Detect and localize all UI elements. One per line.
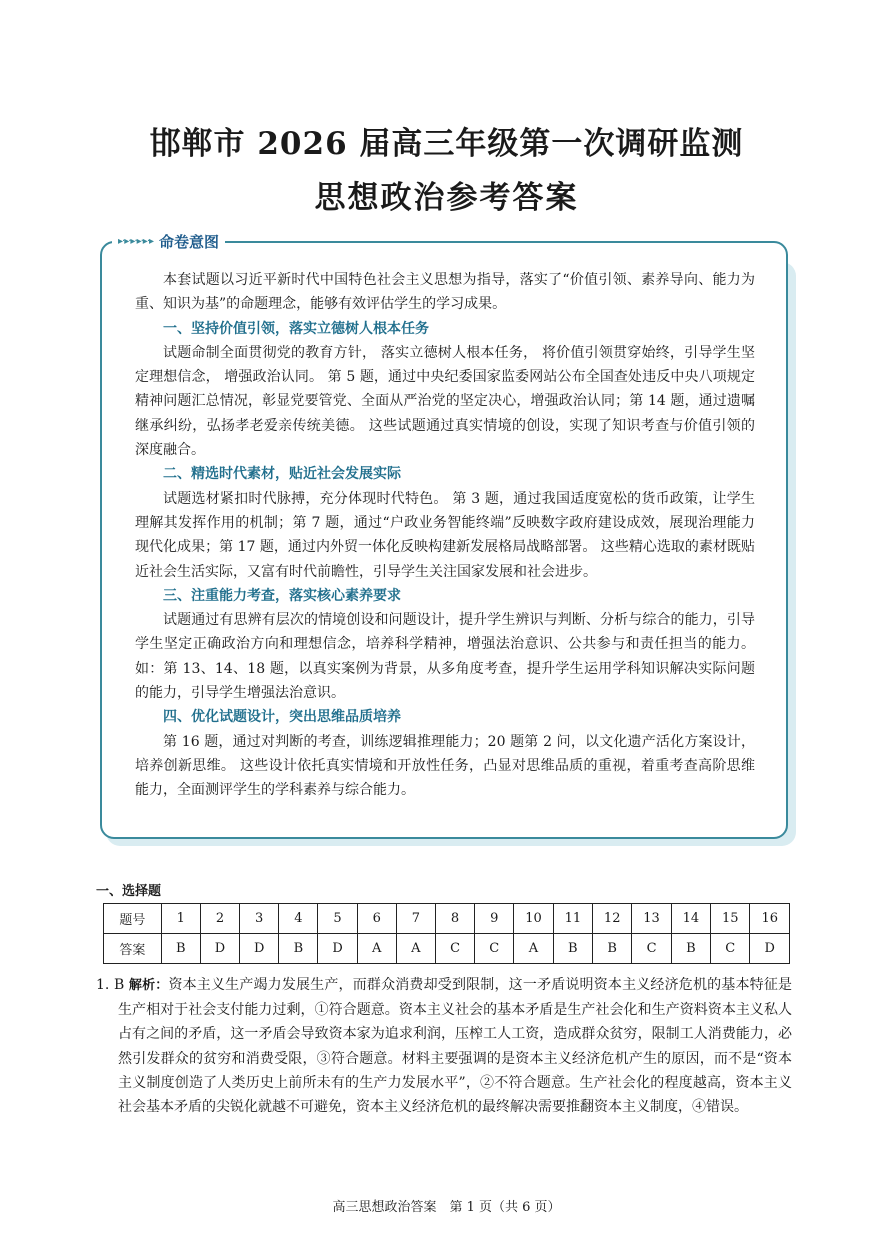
answer-cell: B xyxy=(161,934,200,964)
intent-heading: 四、优化试题设计，突出思维品质培养 xyxy=(163,709,401,726)
intent-heading: 一、坚持价值引领，落实立德树人根本任务 xyxy=(163,320,429,337)
question-number-cell: 2 xyxy=(200,904,239,934)
answer-cell: D xyxy=(200,934,239,964)
explanation-item xyxy=(96,973,792,1119)
answer-cell: D xyxy=(318,934,357,964)
question-number-cell: 12 xyxy=(593,904,632,934)
answer-cell: D xyxy=(240,934,279,964)
question-number-cell: 3 xyxy=(240,904,279,934)
question-number-cell: 13 xyxy=(632,904,671,934)
answer-cell: B xyxy=(553,934,592,964)
question-number-cell: 6 xyxy=(357,904,396,934)
question-number-cell: 16 xyxy=(750,904,790,934)
explanation-text: 资本主义生产竭力发展生产，而群众消费却受到限制，这一矛盾说明资本主义经济危机的基本特征是生产相对于社会支付能力过剩，①符合题意。资本主义社会的基本矛盾是生产社会化和生产资料资本主义私人占有之间的矛盾，这一矛盾会导致资本家为追求利润，压榨工人工资，造成群众贫穷，限制工人消费能力，必然引发群众的贫穷和消费受限，③符合题意。材料主要强调的是资本主义经济危机产生的原因，而不是“资本主义制度创造了人类历史上前所未有的生产力发展水平”，②不符合题意。生产社会化的程度越高，资本主义社会基本矛盾的尖锐化就越不可避免，资本主义经济危机的最终解决需要推翻资本主义制度，④错误。 xyxy=(118,977,792,1116)
document-title: 邯郸市 2026 届高三年级第一次调研监测 xyxy=(149,126,744,162)
question-number-cell: 7 xyxy=(396,904,435,934)
intent-heading: 二、精选时代素材，贴近社会发展实际 xyxy=(163,466,401,483)
document-subtitle: 思想政治参考答案 xyxy=(314,180,579,216)
question-number-cell: 14 xyxy=(671,904,710,934)
answer-cell: B xyxy=(279,934,318,964)
question-number-cell: 1 xyxy=(161,904,200,934)
explanation-tag: 解析： xyxy=(128,978,169,993)
answer-cell: A xyxy=(396,934,435,964)
question-number-cell: 15 xyxy=(711,904,750,934)
intent-body xyxy=(135,268,755,803)
answer-cell: D xyxy=(750,934,790,964)
answer-row xyxy=(104,934,790,964)
answer-cell: A xyxy=(514,934,553,964)
answer-table xyxy=(103,903,790,964)
intent-paragraph: 试题选材紧扣时代脉搏，充分体现时代特色。 第 3 题，通过我国适度宽松的货币政策，让学生理解其发挥作用的机制；第 7 题，通过“户政业务智能终端”反映数字政府建设成效，展现治理能力现代化成果；第 17 题，通过内外贸一体化反映构建新发展格局战略部署。 这些精心选取的素材既贴近社会生活实际，又富有时代前瞻性，引导学生关注国家发展和社会进步。 xyxy=(135,490,755,580)
page-footer: 高三思想政治答案 第 1 页（共 6 页） xyxy=(332,1200,561,1215)
answer-cell: C xyxy=(632,934,671,964)
question-number-cell: 4 xyxy=(279,904,318,934)
answer-cell: B xyxy=(593,934,632,964)
answer-cell: B xyxy=(671,934,710,964)
answer-cell: C xyxy=(435,934,474,964)
intent-paragraph: 第 16 题，通过对判断的考查，训练逻辑推理能力；20 题第 2 问，以文化遗产活化方案设计，培养创新思维。 这些设计依托真实情境和开放性任务，凸显对思维品质的重视，着重考查高阶思维能力，全面测评学生的学科素养与综合能力。 xyxy=(135,733,755,799)
explanations xyxy=(96,973,792,1119)
intent-paragraph: 试题命制全面贯彻党的教育方针， 落实立德树人根本任务， 将价值引领贯穿始终，引导学生坚定理想信念， 增强政治认同。 第 5 题，通过中央纪委国家监委网站公布全国查处违反中央八项规定精神问题汇总情况，彰显党要管党、全面从严治党的坚定决心，增强政治认同；第 14 题，通过遗嘱继承纠纷，弘扬孝老爱亲传统美德。 这些试题通过真实情境的创设，实现了知识考查与价值引领的深度融合。 xyxy=(135,344,755,459)
answer-cell: C xyxy=(711,934,750,964)
arrow-bullets-icon: ▸·▸·▸·▸·▸·▸ xyxy=(118,235,154,247)
intent-heading: 三、注重能力考查，落实核心素养要求 xyxy=(163,587,401,604)
row-label-answer: 答案 xyxy=(104,934,162,964)
intent-label: 命卷意图 xyxy=(159,232,220,251)
intent-header xyxy=(112,231,225,251)
row-label-number: 题号 xyxy=(104,904,162,934)
question-number-cell: 5 xyxy=(318,904,357,934)
intent-paragraph: 试题通过有思辨有层次的情境创设和问题设计，提升学生辨识与判断、分析与综合的能力，引导学生坚定正确政治方向和理想信念，培养科学精神，增强法治意识、公共参与和责任担当的能力。 如：第 13、14、18 题，以真实案例为背景，从多角度考查，提升学生运用学科知识解决实际问题的能力，引导学生增强法治意识。 xyxy=(135,612,755,702)
choice-section-title: 一、选择题 xyxy=(96,884,162,899)
question-number-cell: 8 xyxy=(435,904,474,934)
answer-cell: C xyxy=(475,934,514,964)
question-number-row xyxy=(104,904,790,934)
question-number-cell: 10 xyxy=(514,904,553,934)
question-number-cell: 11 xyxy=(553,904,592,934)
question-number-cell: 9 xyxy=(475,904,514,934)
answer-cell: A xyxy=(357,934,396,964)
intent-intro: 本套试题以习近平新时代中国特色社会主义思想为指导，落实了“价值引领、素养导向、能力为重、知识为基”的命题理念，能够有效评估学生的学习成果。 xyxy=(135,272,755,313)
explanation-number: 1. B xyxy=(96,977,125,993)
